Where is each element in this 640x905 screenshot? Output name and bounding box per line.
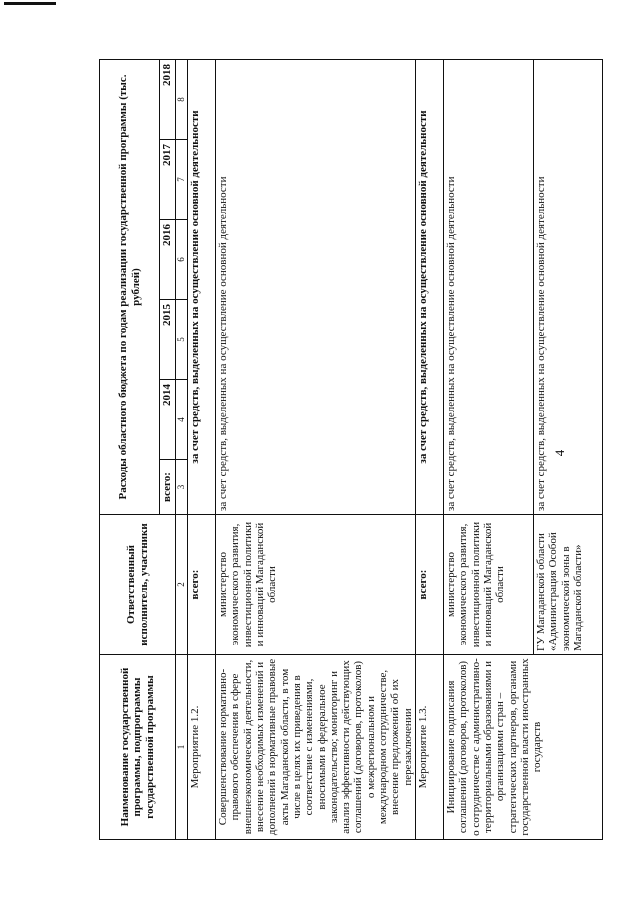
column-number: 2: [176, 515, 188, 655]
executor-cell: министерство экономического развития, инвестиционной политики и инноваций Магаданской области: [216, 515, 416, 655]
executor-cell: всего:: [416, 515, 444, 655]
funding-cell: за счет средств, выделенных на осуществление основной деятельности: [534, 60, 603, 515]
program-expenses-table: [99, 59, 603, 840]
table-row: [416, 60, 444, 840]
header-year-2017: 2017: [160, 140, 176, 220]
column-number: 5: [176, 300, 188, 380]
funding-cell: за счет средств, выделенных на осуществление основной деятельности: [416, 60, 444, 515]
executor-cell: всего:: [188, 515, 216, 655]
table-row: [444, 60, 534, 840]
executor-cell: ГУ Магаданской области «Администрация Особой экономической зоны в Магаданской области»: [534, 515, 603, 655]
header-row: [100, 60, 160, 840]
column-number: 3: [176, 460, 188, 515]
column-number: 4: [176, 380, 188, 460]
column-number: 6: [176, 220, 188, 300]
page-number: 4: [552, 449, 567, 457]
table-row: [188, 60, 216, 840]
column-number: 1: [176, 655, 188, 840]
activity-description: Совершенствование нормативно-правового обеспечения в сфере внешнеэкономической деятельности, внесение необходимых изменений и дополнений в нормативные правовые акты Магаданской области, в том числе в целях их приведения в соответствие с изменениями, вносимыми в федеральное законодательство; мониторинг и анализ эффективности действующих соглашений (договоров, протоколов) о межрегиональном и международном сотрудничестве, внесение предложений об их перезаключении: [216, 655, 416, 840]
header-year-2016: 2016: [160, 220, 176, 300]
funding-cell: за счет средств, выделенных на осуществление основной деятельности: [188, 60, 216, 515]
activity-title: Мероприятие 1.3.: [416, 655, 444, 840]
header-total: всего:: [160, 460, 176, 515]
header-program-name: Наименование государственной программы, подпрограммы государственной программы: [100, 655, 176, 840]
column-number: 8: [176, 60, 188, 140]
activity-title: Мероприятие 1.2.: [188, 655, 216, 840]
header-expenses: Расходы областного бюджета по годам реализации государственной программы (тыс. рублей): [100, 60, 160, 515]
column-number: 7: [176, 140, 188, 220]
funding-cell: за счет средств, выделенных на осуществление основной деятельности: [444, 60, 534, 515]
header-executor: Ответственный исполнитель, участники: [100, 515, 176, 655]
activity-description: Инициирование подписания соглашений (договоров, протоколов) о сотрудничестве с административно-территориальными образованиями и организациями стран – стратегических партнеров, органами государственной власти иностранных государств: [444, 655, 603, 840]
table-row: [216, 60, 416, 840]
rotated-page: [99, 60, 602, 840]
funding-cell: за счет средств, выделенных на осуществление основной деятельности: [216, 60, 416, 515]
column-number-row: [176, 60, 188, 840]
header-year-2018: 2018: [160, 60, 176, 140]
header-year-2014: 2014: [160, 380, 176, 460]
executor-cell: министерство экономического развития, инвестиционной политики и инноваций Магаданской области: [444, 515, 534, 655]
scan-edge-mark: [4, 2, 56, 5]
header-year-2015: 2015: [160, 300, 176, 380]
